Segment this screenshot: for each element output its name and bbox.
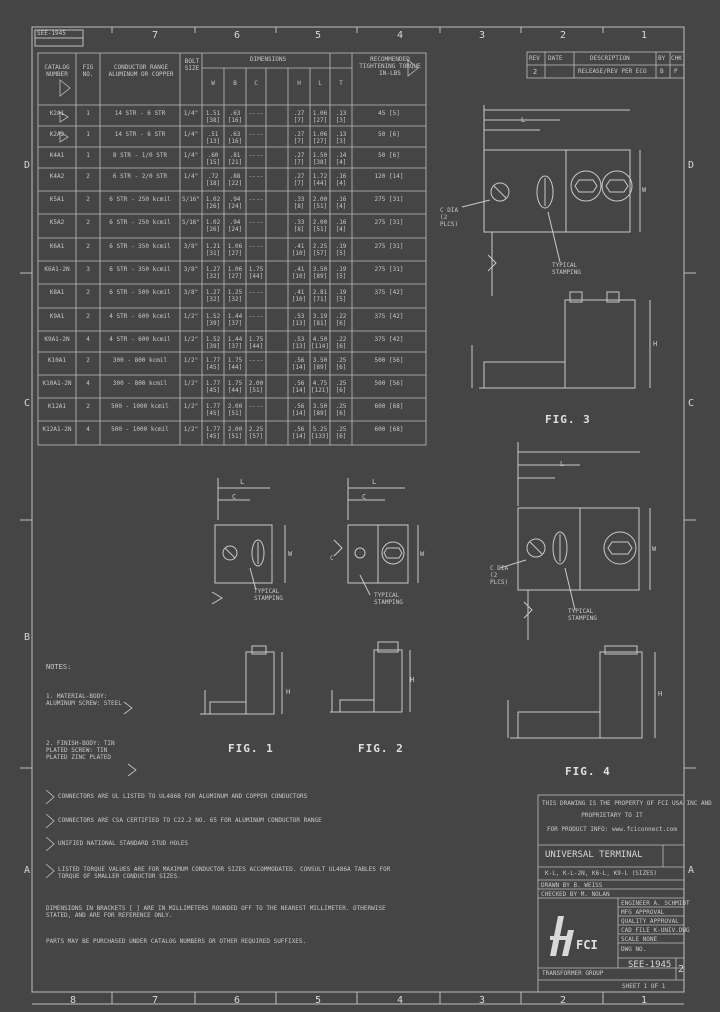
- table-cell-cat: K8A1: [49, 289, 65, 296]
- table-cell-v3: ----: [248, 131, 264, 138]
- table-cell-v2: 2.00 [51]: [227, 426, 243, 440]
- table-cell-v3: ----: [248, 196, 264, 203]
- table-cell-v6: .22 [6]: [335, 336, 347, 350]
- fig3-caption: FIG. 3: [545, 413, 591, 426]
- table-cell-bolt: 3/8": [183, 289, 199, 296]
- table-cell-v6: .13 [3]: [335, 131, 347, 145]
- zone-bottom-5: 5: [315, 995, 322, 1006]
- tb-title: UNIVERSAL TERMINAL: [545, 850, 643, 860]
- table-cell-v2: .63 [16]: [227, 110, 243, 124]
- fig2-hole-label: C: [330, 555, 334, 562]
- rev-row-by: B: [660, 68, 664, 75]
- table-cell-v3: 1.75 [44]: [248, 266, 264, 280]
- table-cell-v2: 1.44 [37]: [227, 336, 243, 350]
- table-cell-fig: 1: [86, 131, 90, 138]
- table-cell-fig: 2: [86, 196, 90, 203]
- table-cell-v3: ----: [248, 357, 264, 364]
- table-cell-v5: 3.50 [89]: [312, 403, 328, 417]
- zone-top-1: 1: [641, 30, 648, 41]
- table-cell-range: 4 STR - 600 kcmil: [109, 336, 171, 343]
- note-7: DIMENSIONS IN BRACKETS [ ] ARE IN MILLIMETERS ROUNDED OFF TO THE NEAREST MILLIMETER. OTHERWISE STATED, AND ARE FOR REFERENCE ONLY.: [46, 905, 386, 919]
- tb-rev: 2: [678, 964, 685, 975]
- table-cell-v6: .19 [5]: [335, 243, 347, 257]
- zone-top-2: 2: [560, 30, 567, 41]
- table-cell-v1: 1.77 [45]: [205, 426, 221, 440]
- table-cell-bolt: 3/8": [183, 243, 199, 250]
- table-cell-v6: .22 [6]: [335, 313, 347, 327]
- table-cell-v6: .25 [6]: [335, 426, 347, 440]
- table-cell-tq: 500 [56]: [374, 380, 404, 387]
- dim-subhead-c: C: [254, 80, 258, 87]
- table-cell-v1: .72 [18]: [205, 173, 221, 187]
- table-cell-fig: 4: [86, 380, 90, 387]
- fci-logo-sub: TRANSFORMER GROUP: [542, 970, 604, 977]
- rev-header-by: BY: [658, 55, 666, 62]
- table-cell-v3: 1.75 [44]: [248, 336, 264, 350]
- fig2-dim-w: W: [420, 550, 425, 558]
- rev-row-rev: 2: [533, 68, 538, 76]
- tb-proprietary-1: THIS DRAWING IS THE PROPERTY OF FCI USA INC AND: [542, 800, 712, 807]
- table-cell-tq: 50 [6]: [378, 131, 400, 138]
- note-2: 2. FINISH-BODY: TIN PLATED SCREW: TIN PLATED ZINC PLATED: [46, 740, 115, 761]
- table-cell-v6: .25 [6]: [335, 380, 347, 394]
- table-cell-v5: 1.06 [27]: [312, 131, 328, 145]
- fig1-stamping-label: TYPICAL STAMPING: [254, 588, 283, 602]
- table-cell-v4: .27 [7]: [293, 152, 305, 166]
- table-cell-v2: 1.25 [32]: [227, 289, 243, 303]
- tb-drawing-number: SEE-1945: [628, 960, 672, 970]
- table-cell-fig: 4: [86, 426, 90, 433]
- table-cell-v4: .56 [14]: [291, 380, 307, 394]
- table-cell-v6: .14 [4]: [335, 152, 347, 166]
- fig2-dim-c: C: [362, 493, 367, 501]
- table-cell-tq: 275 [31]: [374, 219, 404, 226]
- table-cell-cat: K2A1: [49, 110, 65, 117]
- rev-row-desc: RELEASE/REV PER ECO: [578, 68, 647, 75]
- table-cell-bolt: 1/2": [183, 357, 199, 364]
- table-cell-range: 6 STR - 250 kcmil: [109, 219, 171, 226]
- table-cell-v5: 2.25 [57]: [312, 243, 328, 257]
- table-cell-v1: 1.27 [32]: [205, 266, 221, 280]
- table-cell-v6: .16 [4]: [335, 196, 347, 210]
- table-cell-v4: .41 [10]: [291, 243, 307, 257]
- table-cell-cat: K2A2: [49, 131, 65, 138]
- table-cell-fig: 2: [86, 289, 90, 296]
- rev-header-rev: REV: [529, 55, 540, 62]
- zone-bottom-1: 1: [641, 995, 648, 1006]
- table-cell-range: 8 STR - 1/0 STR: [112, 152, 168, 159]
- table-cell-fig: 1: [86, 152, 90, 159]
- table-cell-fig: 3: [86, 266, 90, 273]
- zone-bottom-6: 6: [234, 995, 241, 1006]
- tb-row-dwgno: DWG NO.: [621, 946, 647, 953]
- zone-top-6: 6: [234, 30, 241, 41]
- table-cell-v1: 1.77 [45]: [205, 357, 221, 371]
- note-3: CONNECTORS ARE UL LISTED TO UL486B FOR ALUMINUM AND COPPER CONDUCTORS: [58, 793, 308, 800]
- table-cell-range: 300 - 800 kcmil: [112, 357, 168, 364]
- table-header-fig: FIG NO.: [82, 64, 94, 78]
- table-cell-fig: 4: [86, 336, 90, 343]
- table-cell-bolt: 1/4": [183, 131, 199, 138]
- tb-row-cad: CAD FILE K-UNIV.DWG: [621, 927, 690, 934]
- table-cell-v1: .60 [15]: [205, 152, 221, 166]
- note-1: 1. MATERIAL-BODY: ALUMINUM SCREW: STEEL: [46, 693, 122, 707]
- table-cell-tq: 375 [42]: [374, 289, 404, 296]
- fig2-caption: FIG. 2: [358, 742, 404, 755]
- table-cell-range: 6 STR - 250 kcmil: [109, 196, 171, 203]
- table-cell-range: 300 - 800 kcmil: [112, 380, 168, 387]
- table-cell-tq: 50 [6]: [378, 152, 400, 159]
- table-cell-tq: 275 [31]: [374, 196, 404, 203]
- tb-proprietary-3: FOR PRODUCT INFO: www.fciconnect.com: [546, 826, 678, 833]
- fig1-dim-c: C: [232, 493, 237, 501]
- fig3-dim-w: W: [642, 186, 647, 194]
- fig4-dim-w: W: [652, 545, 657, 553]
- table-cell-v4: .53 [13]: [291, 336, 307, 350]
- table-cell-fig: 2: [86, 219, 90, 226]
- table-cell-bolt: 1/4": [183, 173, 199, 180]
- table-cell-v4: .56 [14]: [291, 426, 307, 440]
- notes-heading: NOTES:: [46, 663, 72, 671]
- table-cell-cat: K12A1-2N: [42, 426, 72, 433]
- table-cell-cat: K5A2: [49, 219, 65, 226]
- table-cell-v2: .63 [16]: [227, 131, 243, 145]
- note-8: PARTS MAY BE PURCHASED UNDER CATALOG NUMBERS OR OTHER REQUIRED SUFFIXES.: [46, 938, 307, 945]
- fci-logo-icon: [548, 912, 608, 962]
- table-cell-v4: .53 [13]: [291, 313, 307, 327]
- zone-right-d: D: [688, 160, 695, 171]
- table-cell-v3: 2.00 [51]: [248, 380, 264, 394]
- table-cell-v3: ----: [248, 243, 264, 250]
- rev-header-date: DATE: [548, 55, 563, 62]
- table-cell-v6: .19 [5]: [335, 289, 347, 303]
- tb-row-mfg: MFG APPROVAL: [621, 909, 665, 916]
- table-header-dimensions: DIMENSIONS: [250, 56, 287, 63]
- table-cell-v6: .25 [6]: [335, 357, 347, 371]
- table-cell-tq: 120 [14]: [374, 173, 404, 180]
- table-cell-v1: 1.21 [31]: [205, 243, 221, 257]
- table-cell-tq: 275 [31]: [374, 243, 404, 250]
- table-cell-v5: 2.81 [71]: [312, 289, 328, 303]
- table-cell-v2: 1.75 [44]: [227, 357, 243, 371]
- table-cell-tq: 600 [68]: [374, 403, 404, 410]
- table-cell-range: 6 STR - 500 kcmil: [109, 289, 171, 296]
- fci-logo-text: FCI: [576, 938, 598, 952]
- table-cell-cat: K9A1: [49, 313, 65, 320]
- table-cell-bolt: 1/4": [183, 152, 199, 159]
- table-cell-v2: 1.06 [27]: [227, 243, 243, 257]
- dim-subhead-t: T: [339, 80, 343, 87]
- table-cell-v4: .41 [10]: [291, 289, 307, 303]
- table-cell-tq: 375 [42]: [374, 313, 404, 320]
- table-cell-v3: ----: [248, 219, 264, 226]
- table-cell-v3: ----: [248, 313, 264, 320]
- table-cell-range: 6 STR - 350 kcmil: [109, 243, 171, 250]
- table-cell-range: 500 - 1000 kcmil: [111, 426, 169, 433]
- tb-row-scale: SCALE NONE: [621, 936, 658, 943]
- zone-bottom-3: 3: [479, 995, 486, 1006]
- table-cell-range: 500 - 1000 kcmil: [111, 403, 169, 410]
- zone-bottom-4: 4: [397, 995, 404, 1006]
- table-cell-v1: 1.77 [45]: [205, 403, 221, 417]
- table-cell-bolt: 5/16": [181, 219, 201, 226]
- table-cell-cat: K9A1-2N: [44, 336, 70, 343]
- table-cell-v2: 2.00 [51]: [227, 403, 243, 417]
- table-cell-v5: 2.00 [51]: [312, 219, 328, 233]
- table-cell-v5: 1.72 [44]: [312, 173, 328, 187]
- zone-left-c: C: [24, 398, 31, 409]
- table-cell-fig: 1: [86, 110, 90, 117]
- zone-top-4: 4: [397, 30, 404, 41]
- table-cell-cat: K12A1: [47, 403, 67, 410]
- table-cell-v5: 2.00 [51]: [312, 196, 328, 210]
- table-cell-bolt: 1/2": [183, 313, 199, 320]
- table-cell-fig: 2: [86, 403, 90, 410]
- table-cell-fig: 2: [86, 357, 90, 364]
- table-cell-v5: 5.25 [133]: [310, 426, 330, 440]
- table-cell-v2: .94 [24]: [227, 196, 243, 210]
- fig4-stamping-label: TYPICAL STAMPING: [568, 608, 597, 622]
- table-header-bolt: BOLT SIZE: [184, 58, 200, 72]
- table-cell-tq: 500 [56]: [374, 357, 404, 364]
- table-cell-v3: ----: [248, 110, 264, 117]
- rev-header-desc: DESCRIPTION: [590, 55, 630, 62]
- table-cell-tq: 275 [31]: [374, 266, 404, 273]
- table-cell-bolt: 1/4": [183, 110, 199, 117]
- table-cell-v1: 1.52 [39]: [205, 313, 221, 327]
- table-cell-bolt: 1/2": [183, 380, 199, 387]
- table-header-torque: RECOMMENDED TIGHTENING TORQUE IN-LBS: [359, 56, 421, 77]
- table-cell-range: 14 STR - 6 STR: [114, 110, 166, 117]
- zone-bottom-2: 2: [560, 995, 567, 1006]
- dim-subhead-b: B: [233, 80, 237, 87]
- table-cell-cat: K6A1: [49, 243, 65, 250]
- table-cell-v3: ----: [248, 173, 264, 180]
- table-cell-fig: 2: [86, 243, 90, 250]
- table-cell-v3: ----: [248, 403, 264, 410]
- zone-top-7: 7: [152, 30, 159, 41]
- tb-subtitle: K-L, K-L-2N, K6-L, K9-L (SIZES): [545, 870, 657, 877]
- table-cell-v1: 1.51 [38]: [205, 110, 221, 124]
- fig1-dim-h: H: [286, 688, 291, 696]
- note-4: CONNECTORS ARE CSA CERTIFIED TO C22.2 NO. 65 FOR ALUMINUM CONDUCTOR RANGE: [58, 817, 322, 824]
- fig4-dim-l: L: [560, 460, 565, 468]
- rev-row-chk: P: [674, 68, 678, 75]
- fig2-stamping-label: TYPICAL STAMPING: [374, 592, 403, 606]
- tb-row-checked: CHECKED BY M. NOLAN: [541, 891, 610, 898]
- table-cell-bolt: 1/2": [183, 403, 199, 410]
- table-cell-v4: .33 [8]: [293, 219, 305, 233]
- table-cell-v5: 3.19 [81]: [312, 313, 328, 327]
- table-cell-range: 6 STR - 2/0 STR: [112, 173, 168, 180]
- table-cell-v2: .88 [22]: [227, 173, 243, 187]
- zone-top-5: 5: [315, 30, 322, 41]
- table-header-catalog: CATALOG NUMBER: [44, 64, 70, 78]
- zone-left-d: D: [24, 160, 31, 171]
- table-cell-cat: K5A1: [49, 196, 65, 203]
- table-cell-v6: .13 [3]: [335, 110, 347, 124]
- fig4-dim-h: H: [658, 690, 663, 698]
- rev-header-chk: CHK: [671, 55, 682, 62]
- table-cell-tq: 45 [5]: [378, 110, 400, 117]
- table-cell-v4: .27 [7]: [293, 110, 305, 124]
- zone-left-a: A: [24, 865, 31, 876]
- table-cell-v4: .56 [14]: [291, 357, 307, 371]
- fig1-dim-l: L: [240, 478, 245, 486]
- dim-subhead-h: H: [297, 80, 301, 87]
- table-cell-fig: 2: [86, 313, 90, 320]
- tb-row-drawn: DRAWN BY B. WEISS: [541, 882, 603, 889]
- table-cell-v2: 1.06 [27]: [227, 266, 243, 280]
- zone-top-3: 3: [479, 30, 486, 41]
- fig3-dim-l: L: [521, 116, 526, 124]
- table-header-range: CONDUCTOR RANGE ALUMINUM OR COPPER: [108, 64, 174, 78]
- table-cell-v5: 3.50 [89]: [312, 357, 328, 371]
- table-cell-v1: 1.02 [26]: [205, 219, 221, 233]
- table-cell-v1: 1.02 [26]: [205, 196, 221, 210]
- table-cell-bolt: 5/16": [181, 196, 201, 203]
- tb-row-quality: QUALITY APPROVAL: [621, 918, 679, 925]
- table-cell-v4: .33 [8]: [293, 196, 305, 210]
- table-cell-v5: 3.50 [89]: [312, 266, 328, 280]
- table-cell-v4: .56 [14]: [291, 403, 307, 417]
- fig1-caption: FIG. 1: [228, 742, 274, 755]
- table-cell-bolt: 1/2": [183, 336, 199, 343]
- table-cell-v6: .19 [5]: [335, 266, 347, 280]
- table-cell-v6: .25 [6]: [335, 403, 347, 417]
- table-cell-bolt: 3/8": [183, 266, 199, 273]
- table-cell-v3: ----: [248, 152, 264, 159]
- table-cell-v1: 1.52 [39]: [205, 336, 221, 350]
- dim-subhead-w: W: [211, 80, 215, 87]
- note-5: UNIFIED NATIONAL STANDARD STUD HOLES: [58, 840, 189, 847]
- table-cell-v4: .27 [7]: [293, 173, 305, 187]
- table-cell-range: 4 STR - 600 kcmil: [109, 313, 171, 320]
- table-cell-v1: 1.77 [45]: [205, 380, 221, 394]
- table-cell-bolt: 1/2": [183, 426, 199, 433]
- tb-sheet: SHEET 1 OF 1: [622, 983, 666, 990]
- table-cell-cat: K10A1: [47, 357, 67, 364]
- table-cell-range: 14 STR - 6 STR: [114, 131, 166, 138]
- table-cell-v2: 1.75 [44]: [227, 380, 243, 394]
- dim-subhead-l: L: [318, 80, 322, 87]
- table-cell-v4: .41 [10]: [291, 266, 307, 280]
- table-cell-v5: 1.06 [27]: [312, 110, 328, 124]
- table-cell-cat: K4A2: [49, 173, 65, 180]
- fig3-dim-h: H: [653, 340, 658, 348]
- table-cell-tq: 600 [68]: [374, 426, 404, 433]
- table-cell-v5: 1.50 [38]: [312, 152, 328, 166]
- table-cell-v6: .16 [4]: [335, 219, 347, 233]
- table-cell-v3: 2.25 [57]: [248, 426, 264, 440]
- fig4-caption: FIG. 4: [565, 765, 611, 778]
- zone-left-b: B: [24, 632, 31, 643]
- fig2-dim-l: L: [372, 478, 377, 486]
- table-cell-cat: K10A1-2N: [42, 380, 72, 387]
- fig4-hole-label: C DIA (2 PLCS): [490, 565, 509, 586]
- fci-logo: [548, 912, 608, 962]
- table-cell-v3: ----: [248, 289, 264, 296]
- zone-bottom-8: 8: [70, 995, 77, 1006]
- table-cell-v2: .81 [21]: [227, 152, 243, 166]
- zone-bottom-7: 7: [152, 995, 159, 1006]
- table-cell-cat: K4A1: [49, 152, 65, 159]
- table-cell-v5: 4.50 [114]: [310, 336, 330, 350]
- table-cell-cat: K6A1-2N: [44, 266, 70, 273]
- table-cell-v1: 1.27 [32]: [205, 289, 221, 303]
- table-cell-v4: .27 [7]: [293, 131, 305, 145]
- note-6: LISTED TORQUE VALUES ARE FOR MAXIMUM CONDUCTOR SIZES ACCOMMODATED. CONSULT UL486A TABLES FOR TORQUE OF SMALLER CONDUCTOR SIZES.: [58, 866, 391, 880]
- tb-proprietary-2: PROPRIETARY TO IT: [581, 812, 643, 819]
- zone-right-c: C: [688, 398, 695, 409]
- table-cell-tq: 375 [42]: [374, 336, 404, 343]
- table-cell-fig: 2: [86, 173, 90, 180]
- zone-right-a: A: [688, 865, 695, 876]
- table-cell-v5: 4.75 [121]: [310, 380, 330, 394]
- table-cell-v1: .51 [13]: [205, 131, 221, 145]
- tb-row-engineer: ENGINEER A. SCHMIDT: [621, 900, 690, 907]
- table-cell-v6: .16 [4]: [335, 173, 347, 187]
- corner-tag: SEE-1945: [37, 30, 66, 37]
- fig1-dim-w: W: [288, 550, 293, 558]
- fig2-dim-h: H: [410, 676, 415, 684]
- table-cell-v2: 1.44 [37]: [227, 313, 243, 327]
- fig3-hole-label: C DIA (2 PLCS): [440, 207, 459, 228]
- fig3-stamping-label: TYPICAL STAMPING: [552, 262, 581, 276]
- table-cell-range: 6 STR - 350 kcmil: [109, 266, 171, 273]
- table-cell-v2: .94 [24]: [227, 219, 243, 233]
